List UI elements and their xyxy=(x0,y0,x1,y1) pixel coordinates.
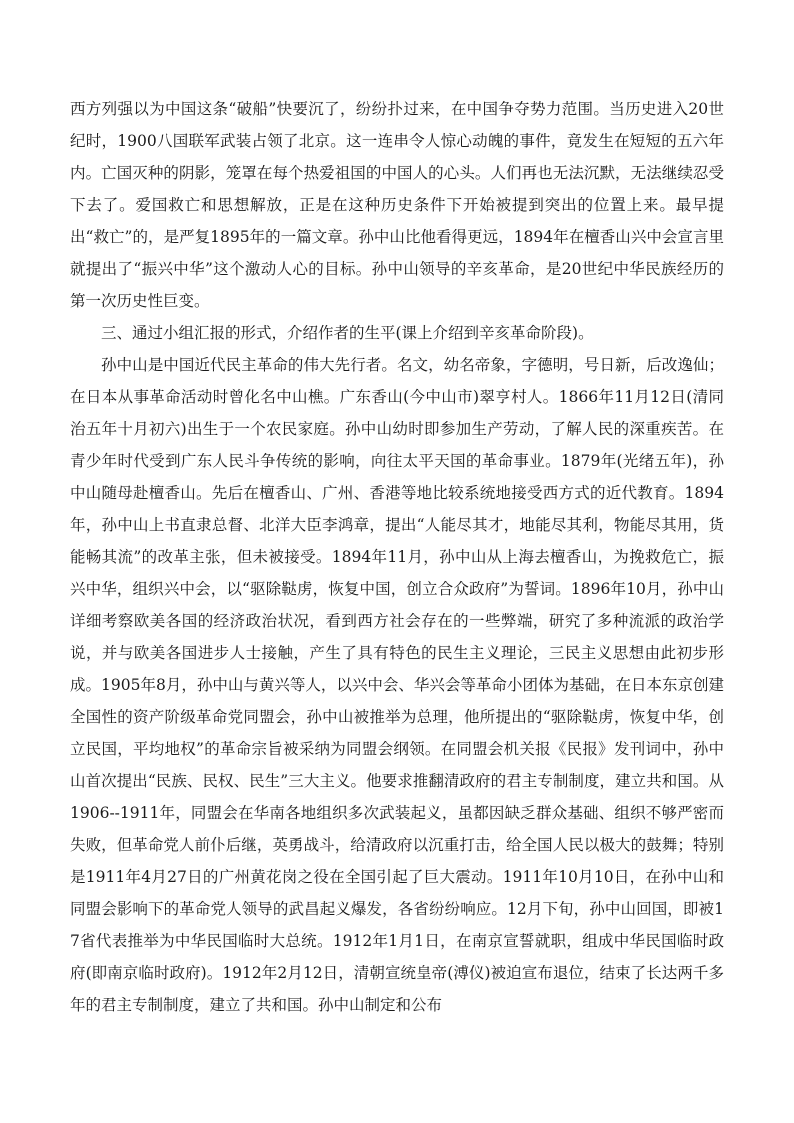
document-page xyxy=(70,93,724,1021)
paragraph-history-context: 西方列强以为中国这条“破船”快要沉了，纷纷扑过来，在中国争夺势力范围。当历史进入20世纪时，1900八国联军武装占领了北京。这一连串令人惊心动魄的事件，竟发生在短短的五六年内。亡国灭种的阴影，笼罩在每个热爱祖国的中国人的心头。人们再也无法沉默，无法继续忍受下去了。爱国救亡和思想解放，正是在这种历史条件下开始被提到突出的位置上来。最早提出“救亡”的，是严复1895年的一篇文章。孙中山比他看得更远，1894年在檀香山兴中会宣言里就提出了“振兴中华”这个激动人心的目标。孙中山领导的辛亥革命，是20世纪中华民族经历的第一次历史性巨变。 xyxy=(70,100,724,310)
paragraph-section-heading: 三、通过小组汇报的形式，介绍作者的生平(课上介绍到辛亥革命阶段)。 xyxy=(101,324,594,342)
paragraph-biography: 孙中山是中国近代民主革命的伟大先行者。名文，幼名帝象，字德明，号日新，后改逸仙；在日本从事革命活动时曾化名中山樵。广东香山(今中山市)翠亨村人。1866年11月12日(清同治五年十月初六)出生于一个农民家庭。孙中山幼时即参加生产劳动，了解人民的深重疾苦。在青少年时代受到广东人民斗争传统的影响，向往太平天国的革命事业。1879年(光绪五年)，孙中山随母赴檀香山。先后在檀香山、广州、香港等地比较系统地接受西方式的近代教育。1894年，孙中山上书直隶总督、北洋大臣李鸿章，提出“人能尽其才，地能尽其利，物能尽其用，货能畅其流”的改革主张，但未被接受。1894年11月，孙中山从上海去檀香山，为挽救危亡，振兴中华，组织兴中会，以“驱除鞑虏，恢复中国，创立合众政府”为誓词。1896年10月，孙中山详细考察欧美各国的经济政治状况，看到西方社会存在的一些弊端，研究了多种流派的政治学说，并与欧美各国进步人士接触，产生了具有特色的民生主义理论，三民主义思想由此初步形成。1905年8月，孙中山与黄兴等人，以兴中会、华兴会等革命小团体为基础，在日本东京创建全国性的资产阶级革命党同盟会，孙中山被推举为总理，他所提出的“驱除鞑虏，恢复中华，创立民国，平均地权”的革命宗旨被采纳为同盟会纲领。在同盟会机关报《民报》发刊词中，孙中山首次提出“民族、民权、民生”三大主义。他要求推翻清政府的君主专制制度，建立共和国。从1906--1911年，同盟会在华南各地组织多次武装起义，虽都因缺乏群众基础、组织不够严密而失败，但革命党人前仆后继，英勇战斗，给清政府以沉重打击，给全国人民以极大的鼓舞；特别是1911年4月27日的广州黄花岗之役在全国引起了巨大震动。1911年10月10日，在孙中山和同盟会影响下的革命党人领导的武昌起义爆发，各省纷纷响应。12月下旬，孙中山回国，即被17省代表推举为中华民国临时大总统。1912年1月1日，在南京宣誓就职，组成中华民国临时政府(即南京临时政府)。1912年2月12日，清朝宣统皇帝(溥仪)被迫宣布退位，结束了长达两千多年的君主专制制度，建立了共和国。孙中山制定和公布 xyxy=(70,356,724,1014)
